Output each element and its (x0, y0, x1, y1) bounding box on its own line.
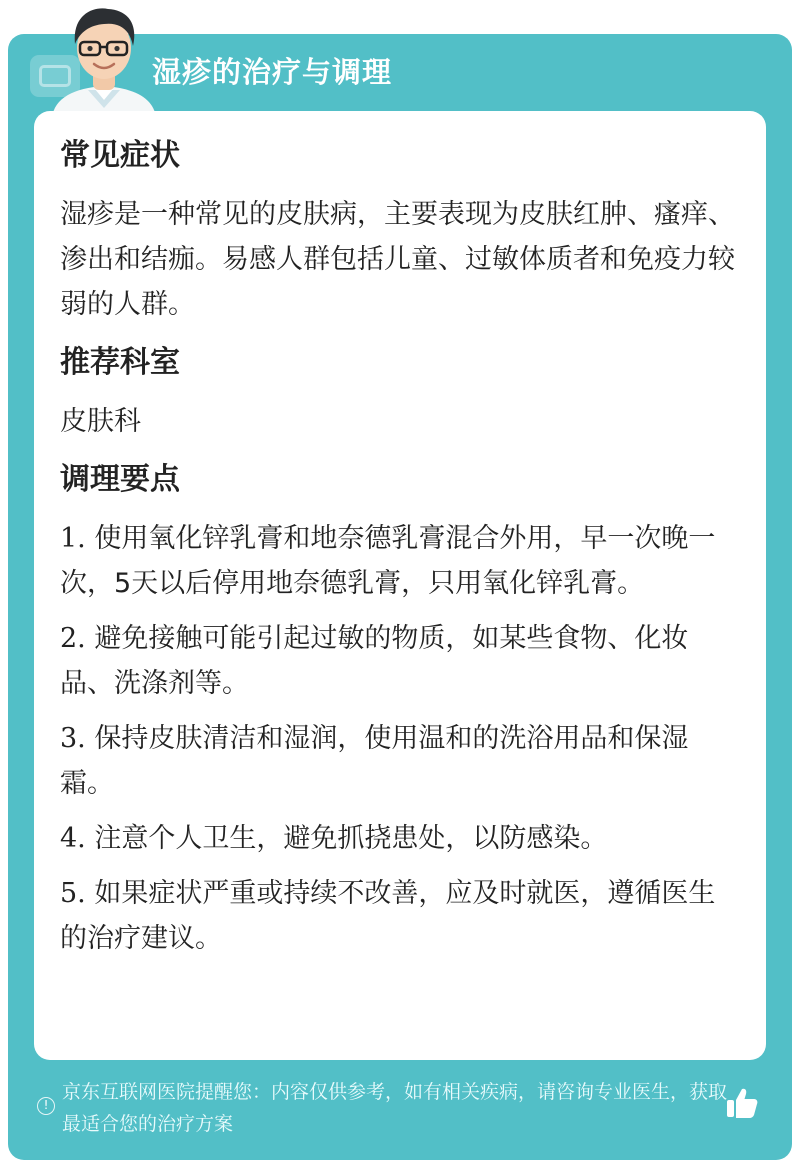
care-item-number: 1. (60, 523, 86, 554)
care-item-5 (60, 871, 740, 961)
symptoms-heading: 常见症状 (60, 138, 180, 173)
care-item-text: 注意个人卫生，避免抓挠患处，以防感染。 (85, 823, 608, 854)
care-item-text: 避免接触可能引起过敏的物质，如某些食物、化妆品、洗涤剂等。 (60, 623, 689, 699)
department-text: 皮肤科 (60, 406, 141, 437)
care-item-4 (60, 816, 740, 861)
care-item-1 (60, 516, 740, 606)
info-icon: ! (37, 1097, 55, 1115)
care-item-3 (60, 716, 740, 806)
care-item-text: 保持皮肤清洁和湿润，使用温和的洗浴用品和保湿霜。 (60, 723, 689, 799)
page-title: 湿疹的治疗与调理 (152, 55, 393, 89)
department-heading: 推荐科室 (60, 345, 180, 380)
footer-disclaimer: 京东互联网医院提醒您：内容仅供参考，如有相关疾病，请咨询专业医生，获取最适合您的治疗方案 (62, 1081, 728, 1135)
care-heading: 调理要点 (60, 462, 180, 497)
care-item-number: 3. (60, 723, 86, 754)
symptoms-text: 湿疹是一种常见的皮肤病，主要表现为皮肤红肿、瘙痒、渗出和结痂。易感人群包括儿童、过敏体质者和免疫力较弱的人群。 (60, 199, 735, 320)
care-item-2 (60, 616, 740, 706)
care-item-number: 4. (60, 823, 86, 854)
care-item-number: 2. (60, 623, 86, 654)
care-item-text: 使用氧化锌乳膏和地奈德乳膏混合外用，早一次晚一次，5天以后停用地奈德乳膏，只用氧化锌乳膏。 (60, 523, 716, 599)
care-item-text: 如果症状严重或持续不改善，应及时就医，遵循医生的治疗建议。 (60, 878, 716, 954)
thumbs-up-icon[interactable] (724, 1085, 760, 1121)
article-content (60, 130, 740, 961)
doctor-avatar (44, 0, 164, 118)
care-item-number: 5. (60, 878, 86, 909)
